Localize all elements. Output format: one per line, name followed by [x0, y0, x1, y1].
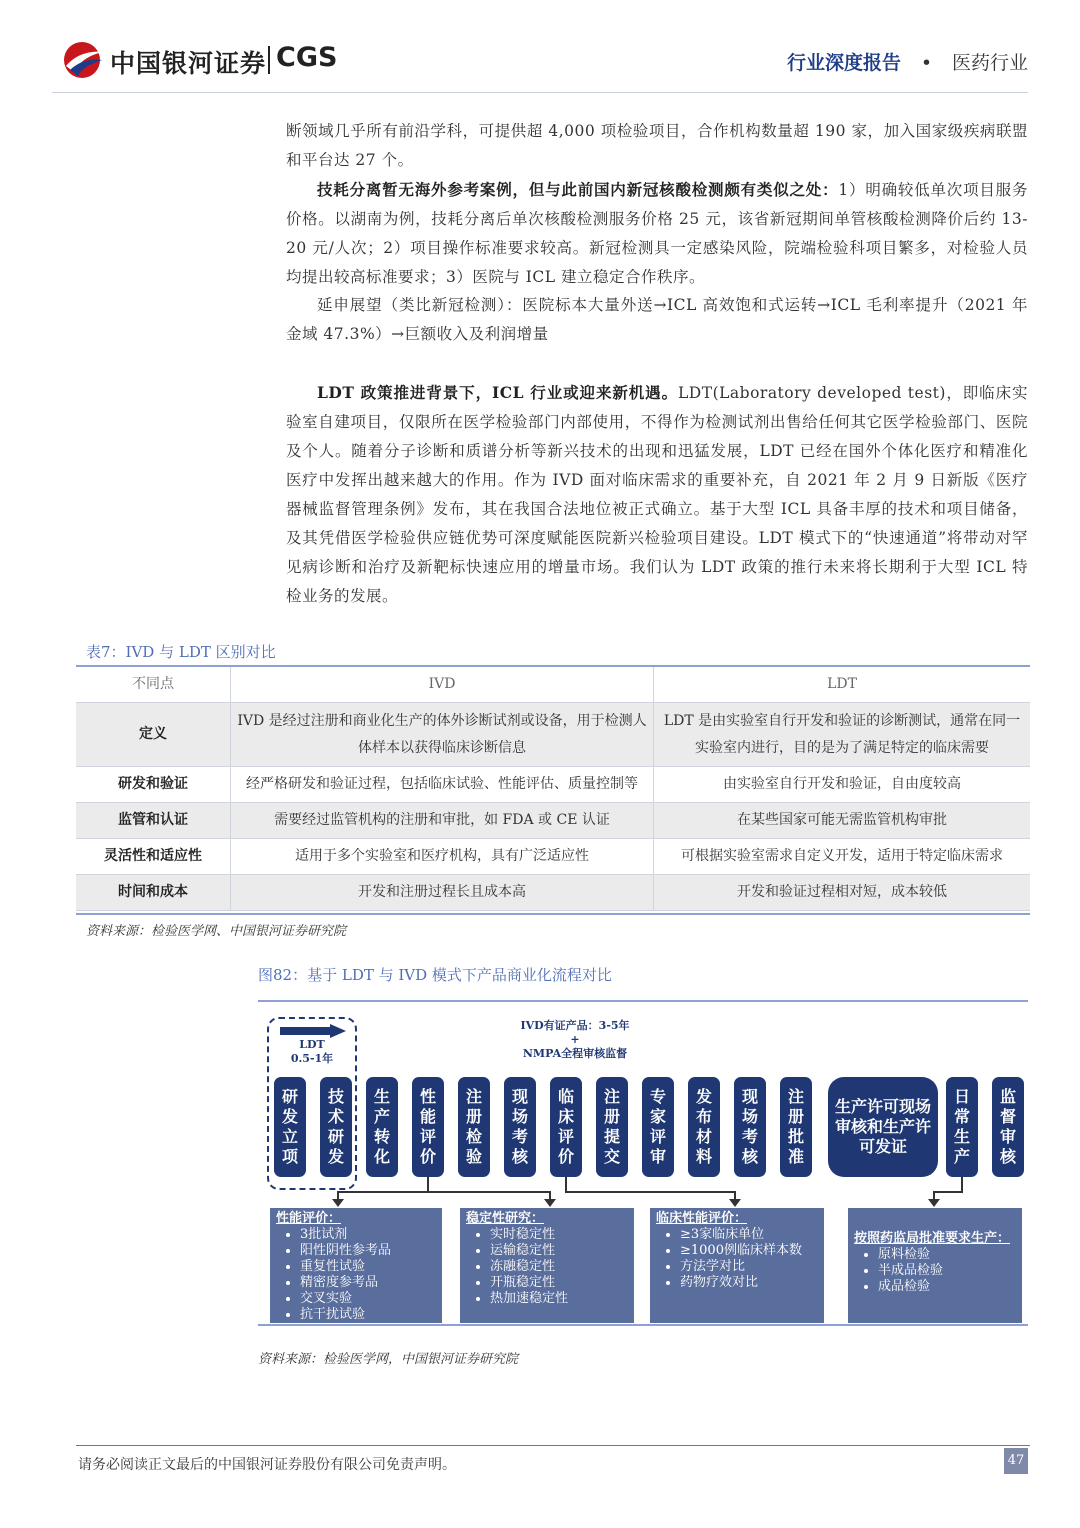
table-cell-key: 时间和成本 — [76, 875, 231, 911]
process-step: 现场考核 — [734, 1077, 766, 1177]
paragraph-1: 断领域几乎所有前沿学科，可提供超 4,000 项检验项目，合作机构数量超 190 家，加入国家级疾病联盟和平台达 27 个。 — [286, 122, 1028, 169]
connector-line — [565, 1191, 735, 1193]
paragraph-4-bold: LDT 政策推进背景下，ICL 行业或迎来新机遇。 — [317, 383, 679, 402]
list-item: • 3批试剂 — [300, 1227, 436, 1243]
table-header-cell: 不同点 — [76, 667, 231, 703]
table-header-row — [76, 667, 1030, 703]
header-divider — [52, 92, 1028, 93]
list-item: • 热加速稳定性 — [490, 1291, 628, 1307]
table-row — [76, 875, 1030, 911]
connector-line — [934, 1191, 963, 1193]
figure-source: 资料来源：检验医学网，中国银河证券研究院 — [258, 1352, 519, 1367]
table-title: 表7：IVD 与 LDT 区别对比 — [86, 643, 276, 661]
process-step: 现场考核 — [504, 1077, 536, 1177]
table-header-cell: IVD — [231, 667, 654, 703]
industry-label: 医药行业 — [951, 52, 1028, 74]
arrow-down-icon — [332, 1199, 344, 1207]
paragraph-2-text: 1）明确较低单次项目服务价格。以湖南为例，技耗分离后单次核酸检测服务价格 25 元，该省新冠期间单管核酸检测降价后约 13-20 元/人次；2）项目操作标准要求较高。新冠检测具一定感染风险，院端检验科项目繁多，对检验人员均提出较高标准要求；3）医院与 ICL 建立稳定合作秩序。 — [286, 181, 1028, 286]
list-item: • 精密度参考品 — [300, 1275, 436, 1291]
process-step: 临床评价 — [550, 1077, 582, 1177]
process-step: 监督审核 — [992, 1077, 1024, 1177]
info-box-title: 性能评价： — [276, 1211, 342, 1226]
info-box-title: 按照药监局批准要求生产： — [854, 1231, 1011, 1246]
info-box-title: 临床性能评价： — [656, 1211, 748, 1226]
arrow-down-icon — [544, 1199, 556, 1207]
table-source: 资料来源：检验医学网、中国银河证券研究院 — [86, 924, 347, 939]
process-step: 日常生产 — [946, 1077, 978, 1177]
arrow-right-icon — [280, 1024, 346, 1038]
footer-divider — [76, 1445, 1030, 1446]
figure-top-rule — [258, 1000, 1028, 1002]
table-header-cell: LDT — [654, 667, 1031, 703]
table-cell-ldt: 由实验室自行开发和验证，自由度较高 — [654, 767, 1031, 803]
connector-line — [961, 1177, 963, 1192]
list-item: • 成品检验 — [878, 1279, 1016, 1295]
process-step: 性能评价 — [412, 1077, 444, 1177]
list-item: • 方法学对比 — [680, 1259, 818, 1275]
info-box-performance — [270, 1208, 442, 1323]
list-item: • 阳性阴性参考品 — [300, 1243, 436, 1259]
table-cell-ldt: 在某些国家可能无需监管机构审批 — [654, 803, 1031, 839]
process-step: 注册检验 — [458, 1077, 490, 1177]
list-item: • 冻融稳定性 — [490, 1259, 628, 1275]
list-item: • ≥1000例临床样本数 — [680, 1243, 818, 1259]
ivd-duration: IVD有证产品：3-5年 — [520, 1019, 630, 1032]
list-item: • 重复性试验 — [300, 1259, 436, 1275]
ldt-duration: 0.5-1年 — [290, 1052, 334, 1065]
process-step: 研发立项 — [274, 1077, 306, 1177]
logo-text-en: CGS — [276, 42, 338, 73]
list-item: • 药物疗效对比 — [680, 1275, 818, 1291]
header-separator: • — [920, 52, 933, 74]
process-step: 发布材料 — [688, 1077, 720, 1177]
report-header — [787, 48, 1028, 75]
list-item: • 半成品检验 — [878, 1263, 1016, 1279]
table-cell-key: 定义 — [76, 703, 231, 767]
info-box-stability — [460, 1208, 634, 1323]
figure-bottom-rule — [258, 1324, 1028, 1326]
list-item: • 实时稳定性 — [490, 1227, 628, 1243]
comparison-table — [76, 667, 1030, 911]
table-cell-key: 研发和验证 — [76, 767, 231, 803]
paragraph-4-text: LDT(Laboratory developed test)，即临床实验室自建项目，仅限所在医学检验部门内部使用，不得作为检测试剂出售给任何其它医学检验部门、医院及个人。随着分子诊断和质谱分析等新兴技术的出现和迅猛发展，LDT 已经在国外个体化医疗和精准化医疗中发挥出越来越大的作用。作为 IVD 面对临床需求的重要补充，自 2021 年 2 月 9 日新版《医疗器械监督管理条例》发布，其在我国合法地位被正式确立。基于大型 ICL 具备丰厚的技术和项目储备，及其凭借医学检验供应链优势可深度赋能医院新兴检验项目建设。LDT 模式下的“快速通道”将带动对罕见病诊断和治疗及新靶标快速应用的增量市场。我们认为 LDT 政策的推行未来将长期利于大型 ICL 特检业务的发展。 — [286, 384, 1028, 605]
info-box-list — [854, 1247, 1016, 1295]
table-cell-ivd: 经严格研发和验证过程，包括临床试验、性能评估、质量控制等 — [231, 767, 654, 803]
ivd-plus: + — [570, 1033, 580, 1046]
logo-text-cn: 中国银河证券 — [110, 49, 267, 78]
table-cell-ivd: 开发和注册过程长且成本高 — [231, 875, 654, 911]
table-row — [76, 767, 1030, 803]
info-box-title: 稳定性研究： — [466, 1211, 545, 1226]
arrow-down-icon — [729, 1199, 741, 1207]
list-item: • 开瓶稳定性 — [490, 1275, 628, 1291]
info-box-list — [276, 1227, 436, 1323]
logo-divider — [268, 46, 270, 74]
table-cell-ldt: 可根据实验室需求自定义开发，适用于特定临床需求 — [654, 839, 1031, 875]
process-step: 注册提交 — [596, 1077, 628, 1177]
connector-line — [427, 1177, 429, 1192]
connector-line — [565, 1177, 567, 1192]
list-item: • 交叉实验 — [300, 1291, 436, 1307]
table-cell-ivd: 适用于多个实验室和医疗机构，具有广泛适应性 — [231, 839, 654, 875]
process-step: 生产许可现场审核和生产许可发证 — [828, 1077, 938, 1177]
table-cell-ldt: 开发和验证过程相对短，成本较低 — [654, 875, 1031, 911]
ivd-label — [500, 1019, 650, 1061]
process-step: 注册批准 — [780, 1077, 812, 1177]
info-box-list — [656, 1227, 818, 1291]
table-row — [76, 703, 1030, 767]
paragraph-4 — [286, 378, 1028, 611]
info-box-clinical — [650, 1208, 824, 1323]
list-item: • 运输稳定性 — [490, 1243, 628, 1259]
ldt-title: LDT — [299, 1038, 325, 1051]
table-cell-key: 监管和认证 — [76, 803, 231, 839]
table-cell-ldt: LDT 是由实验室自行开发和验证的诊断测试，通常在同一实验室内进行，目的是为了满足特定的临床需要 — [654, 703, 1031, 767]
list-item: • 抗干扰试验 — [300, 1307, 436, 1323]
table-row — [76, 839, 1030, 875]
page-number: 47 — [1004, 1448, 1028, 1474]
info-box-list — [466, 1227, 628, 1307]
table-cell-ivd: 需要经过监管机构的注册和审批，如 FDA 或 CE 认证 — [231, 803, 654, 839]
list-item: • 原料检验 — [878, 1247, 1016, 1263]
table-row — [76, 803, 1030, 839]
list-item: • ≥3家临床单位 — [680, 1227, 818, 1243]
connector-line — [337, 1191, 550, 1193]
figure-title: 图82：基于 LDT 与 IVD 模式下产品商业化流程对比 — [258, 966, 612, 984]
info-box-production — [848, 1208, 1022, 1323]
paragraph-2-bold: 技耗分离暂无海外参考案例，但与此前国内新冠核酸检测颇有类似之处： — [317, 180, 839, 199]
cgs-logo-icon — [60, 40, 106, 80]
process-step: 生产转化 — [366, 1077, 398, 1177]
paragraph-3: 延申展望（类比新冠检测）：医院标本大量外送→ICL 高效饱和式运转→ICL 毛利率提升（2021 年金域 47.3%）→巨额收入及利润增量 — [286, 296, 1028, 343]
process-step: 专家评审 — [642, 1077, 674, 1177]
table-cell-key: 灵活性和适应性 — [76, 839, 231, 875]
ldt-label — [286, 1038, 338, 1066]
table-bottom-rule — [76, 913, 1030, 915]
table-cell-ivd: IVD 是经过注册和商业化生产的体外诊断试剂或设备，用于检测人体样本以获得临床诊断信息 — [231, 703, 654, 767]
process-step: 技术研发 — [320, 1077, 352, 1177]
report-type: 行业深度报告 — [787, 52, 902, 74]
paragraph-2 — [286, 175, 1028, 292]
ivd-supervision: NMPA全程审核监督 — [522, 1047, 628, 1060]
arrow-down-icon — [928, 1199, 940, 1207]
footer-disclaimer: 请务必阅读正文最后的中国银河证券股份有限公司免责声明。 — [78, 1457, 456, 1473]
